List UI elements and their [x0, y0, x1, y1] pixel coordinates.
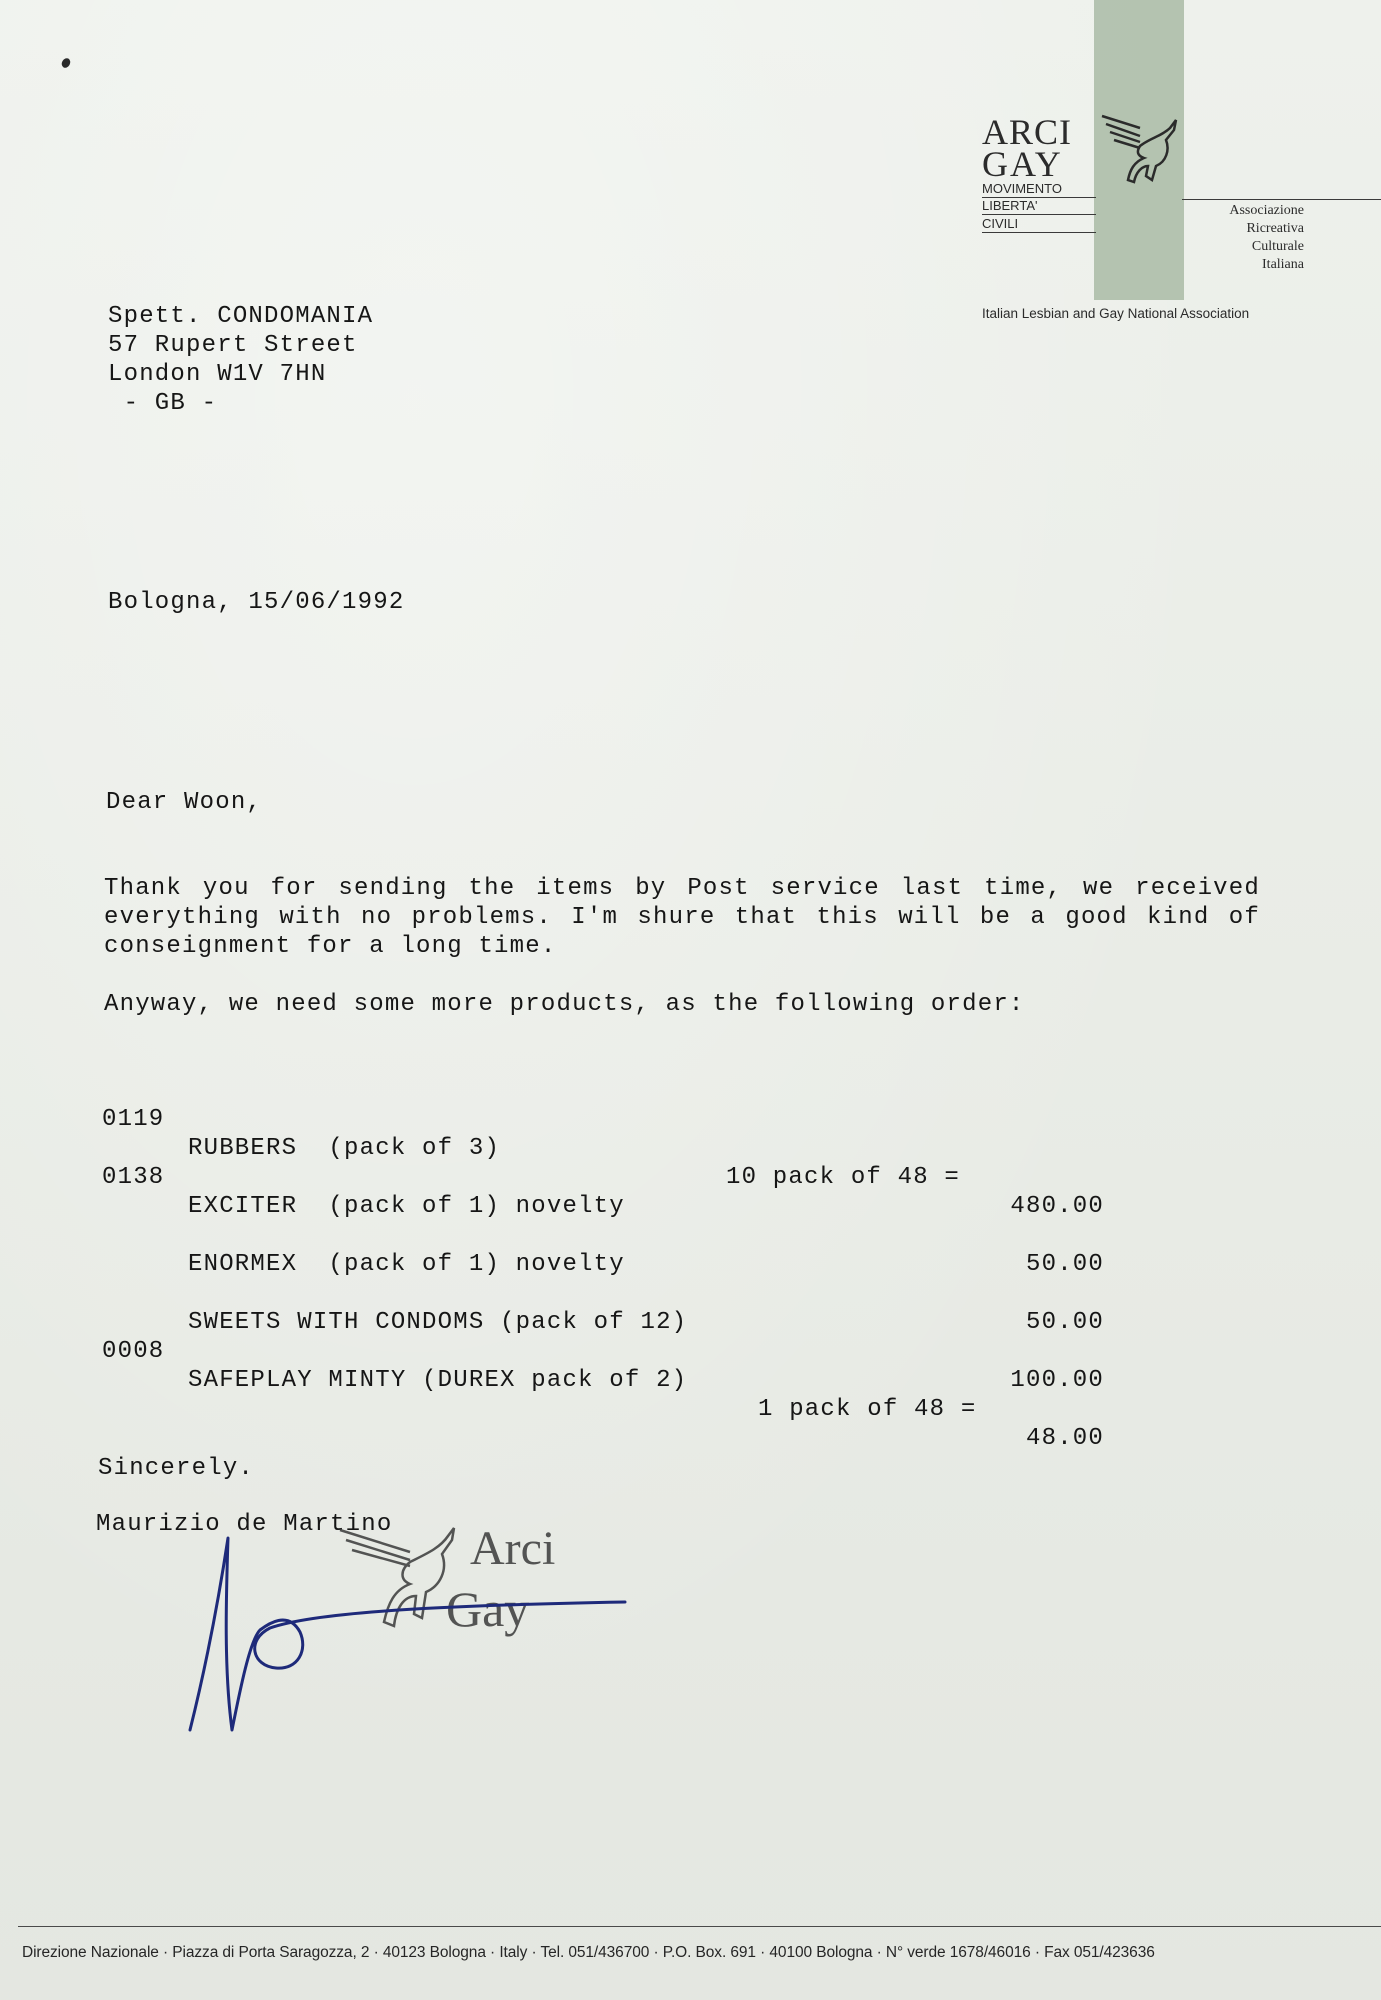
- closing: Sincerely.: [98, 1455, 255, 1482]
- paper-speck: [60, 57, 72, 70]
- order-code: 0008: [102, 1338, 165, 1365]
- recipient-line: - GB -: [108, 390, 218, 417]
- order-amount: 50.00: [1025, 1309, 1104, 1336]
- order-amount: 480.00: [1010, 1193, 1104, 1220]
- order-description: SWEETS WITH CONDOMS (pack of 12): [188, 1309, 688, 1336]
- footer-rule: [18, 1926, 1381, 1927]
- recipient-line: Spett. CONDOMANIA: [108, 303, 374, 330]
- footer-address: Direzione Nazionale · Piazza di Porta Saragozza, 2 · 40123 Bologna · Italy · Tel. 051/436700 · P.O. Box. 691 · 40100 Bologna · N° verde 1678/46016 · Fax 051/423636: [22, 1944, 1155, 1961]
- letterhead-movimento: MOVIMENTO: [982, 181, 1062, 196]
- order-code: 0119: [102, 1106, 165, 1133]
- body-paragraph: Thank you for sending the items by Post service last time, we received everything with no problems. I'm shure that this will be a good kind of conseignment for a long time.: [104, 875, 1260, 960]
- order-amount: 50.00: [1025, 1251, 1104, 1278]
- order-amount: 100.00: [1010, 1367, 1104, 1394]
- stamp-text-arci: Arci: [470, 1522, 556, 1575]
- handwritten-signature: [180, 1520, 640, 1740]
- order-description: SAFEPLAY MINTY (DUREX pack of 2): [188, 1367, 688, 1394]
- association-line: Culturale: [1251, 239, 1304, 254]
- order-amount: 48.00: [1025, 1425, 1104, 1452]
- letterhead-english-name: Italian Lesbian and Gay National Association: [982, 306, 1250, 321]
- order-quantity: 1 pack of 48 =: [758, 1396, 977, 1423]
- letterhead-rule: [982, 214, 1096, 215]
- association-line: Associazione: [1229, 203, 1304, 218]
- pegasus-icon: [1100, 110, 1182, 190]
- order-description: RUBBERS (pack of 3): [188, 1135, 501, 1162]
- signer-name: Maurizio de Martino: [96, 1511, 393, 1538]
- letterhead-civili: CIVILI: [982, 216, 1019, 231]
- order-quantity: 10 pack of 48 =: [726, 1164, 961, 1191]
- letterhead-gay: GAY: [982, 144, 1063, 184]
- letterhead-rule-right: [1182, 199, 1381, 200]
- order-description: ENORMEX (pack of 1) novelty: [188, 1251, 625, 1278]
- letterhead-arci: ARCI: [982, 112, 1073, 152]
- recipient-line: London W1V 7HN: [108, 361, 327, 388]
- letterhead-rule: [982, 232, 1096, 233]
- recipient-line: 57 Rupert Street: [108, 332, 358, 359]
- order-description: EXCITER (pack of 1) novelty: [188, 1193, 625, 1220]
- association-line: Ricreativa: [1246, 221, 1304, 236]
- letter-date: Bologna, 15/06/1992: [108, 589, 405, 616]
- association-line: Italiana: [1262, 257, 1304, 272]
- order-code: 0138: [102, 1164, 165, 1191]
- recipient-address: [108, 302, 373, 418]
- letterhead-liberta: LIBERTA': [982, 198, 1038, 213]
- stamp-text-gay: Gay: [446, 1581, 530, 1637]
- body-paragraph-order-intro: Anyway, we need some more products, as the following order:: [104, 991, 1025, 1018]
- salutation: Dear Woon,: [106, 789, 263, 816]
- letterhead-association: [1180, 202, 1304, 274]
